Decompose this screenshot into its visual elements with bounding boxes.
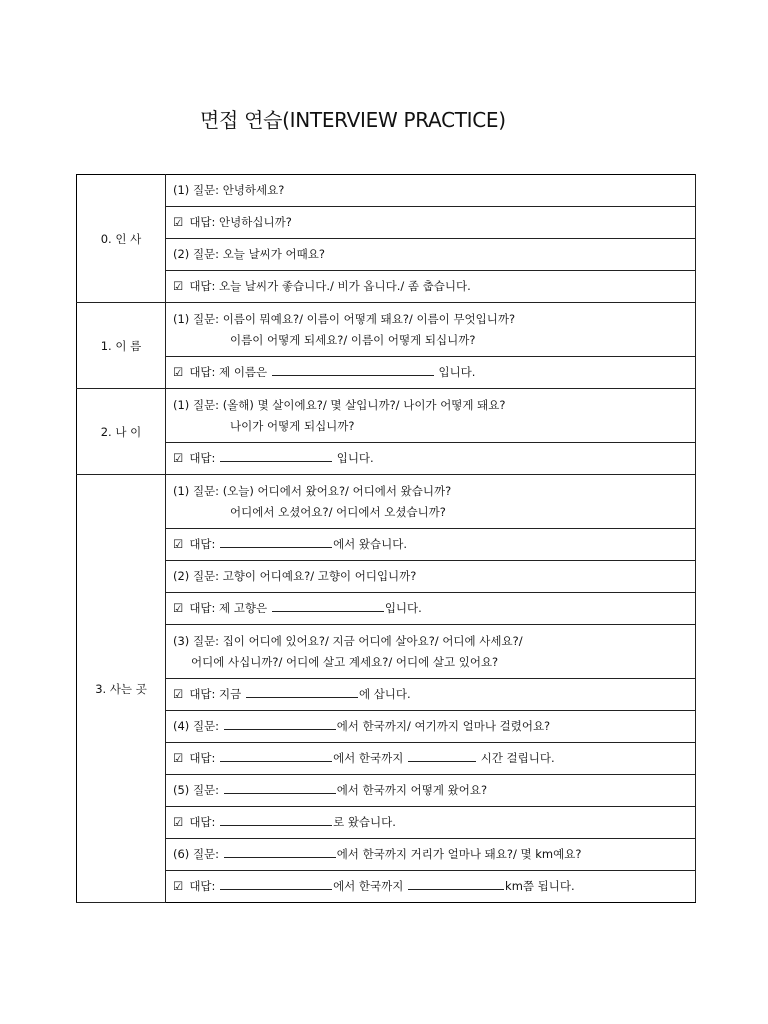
blank-line — [408, 878, 504, 890]
question-residence-2: (2) 질문: 고향이 어디예요?/ 고향이 어디입니까? — [166, 561, 696, 593]
blank-line — [220, 750, 332, 762]
blank-line — [272, 600, 384, 612]
blank-line — [224, 782, 336, 794]
table-row — [77, 711, 696, 743]
question-greeting-1: (1) 질문: 안녕하세요? — [166, 175, 696, 207]
table-row — [77, 303, 696, 357]
table-row — [77, 357, 696, 389]
table-row — [77, 839, 696, 871]
table-row — [77, 475, 696, 529]
table-row — [77, 807, 696, 839]
checkbox-icon: ☑ — [173, 537, 184, 551]
table-row — [77, 207, 696, 239]
question-residence-1: (1) 질문: (오늘) 어디에서 왔어요?/ 어디에서 왔습니까? 어디에서 오셨어요?/ 어디에서 오셨습니까? — [166, 475, 696, 529]
answer-residence-3: ☑ 대답: 지금 에 삽니다. — [166, 679, 696, 711]
checkbox-icon: ☑ — [173, 879, 184, 893]
checkbox-icon: ☑ — [173, 601, 184, 615]
answer-residence-2: ☑ 대답: 제 고향은 입니다. — [166, 593, 696, 625]
table-row — [77, 175, 696, 207]
question-residence-3: (3) 질문: 집이 어디에 있어요?/ 지금 어디에 살아요?/ 어디에 사세요?/ 어디에 사십니까?/ 어디에 살고 계세요?/ 어디에 살고 있어요? — [166, 625, 696, 679]
table-row — [77, 775, 696, 807]
table-row — [77, 529, 696, 561]
blank-line — [224, 718, 336, 730]
table-row — [77, 271, 696, 303]
checkbox-icon: ☑ — [173, 279, 184, 293]
blank-line — [220, 450, 332, 462]
question-greeting-2: (2) 질문: 오늘 날씨가 어때요? — [166, 239, 696, 271]
table-row — [77, 625, 696, 679]
checkbox-icon: ☑ — [173, 815, 184, 829]
answer-name-1: ☑ 대답: 제 이름은 입니다. — [166, 357, 696, 389]
answer-residence-1: ☑ 대답: 에서 왔습니다. — [166, 529, 696, 561]
table-row — [77, 679, 696, 711]
blank-line — [408, 750, 476, 762]
table-row — [77, 593, 696, 625]
checkbox-icon: ☑ — [173, 365, 184, 379]
answer-residence-5: ☑ 대답: 로 왔습니다. — [166, 807, 696, 839]
table-row — [77, 239, 696, 271]
table-row — [77, 561, 696, 593]
checkbox-icon: ☑ — [173, 215, 184, 229]
blank-line — [272, 364, 434, 376]
blank-line — [246, 686, 358, 698]
question-residence-6: (6) 질문: 에서 한국까지 거리가 얼마나 돼요?/ 몇 km예요? — [166, 839, 696, 871]
answer-greeting-2: ☑ 대답: 오늘 날씨가 좋습니다./ 비가 옵니다./ 좀 춥습니다. — [166, 271, 696, 303]
page-title: 면접 연습(INTERVIEW PRACTICE) — [200, 108, 506, 132]
checkbox-icon: ☑ — [173, 687, 184, 701]
question-age-1: (1) 질문: (올해) 몇 살이에요?/ 몇 살입니까?/ 나이가 어떻게 돼요? 나이가 어떻게 되십니까? — [166, 389, 696, 443]
question-residence-4: (4) 질문: 에서 한국까지/ 여기까지 얼마나 걸렸어요? — [166, 711, 696, 743]
table-row — [77, 743, 696, 775]
question-name-1: (1) 질문: 이름이 뭐예요?/ 이름이 어떻게 돼요?/ 이름이 무엇입니까? 이름이 어떻게 되세요?/ 이름이 어떻게 되십니까? — [166, 303, 696, 357]
blank-line — [220, 878, 332, 890]
topic-name: 1. 이 름 — [77, 303, 166, 389]
question-residence-5: (5) 질문: 에서 한국까지 어떻게 왔어요? — [166, 775, 696, 807]
blank-line — [224, 846, 336, 858]
answer-age-1: ☑ 대답: 입니다. — [166, 443, 696, 475]
table-row — [77, 443, 696, 475]
answer-residence-4: ☑ 대답: 에서 한국까지 시간 걸립니다. — [166, 743, 696, 775]
checkbox-icon: ☑ — [173, 751, 184, 765]
answer-residence-6: ☑ 대답: 에서 한국까지 km쯤 됩니다. — [166, 871, 696, 903]
checkbox-icon: ☑ — [173, 451, 184, 465]
blank-line — [220, 814, 332, 826]
answer-greeting-1: ☑ 대답: 안녕하십니까? — [166, 207, 696, 239]
blank-line — [220, 536, 332, 548]
topic-age: 2. 나 이 — [77, 389, 166, 475]
topic-greeting: 0. 인 사 — [77, 175, 166, 303]
interview-practice-table — [76, 174, 696, 903]
topic-residence: 3. 사는 곳 — [77, 475, 166, 903]
table-row — [77, 871, 696, 903]
table-row — [77, 389, 696, 443]
